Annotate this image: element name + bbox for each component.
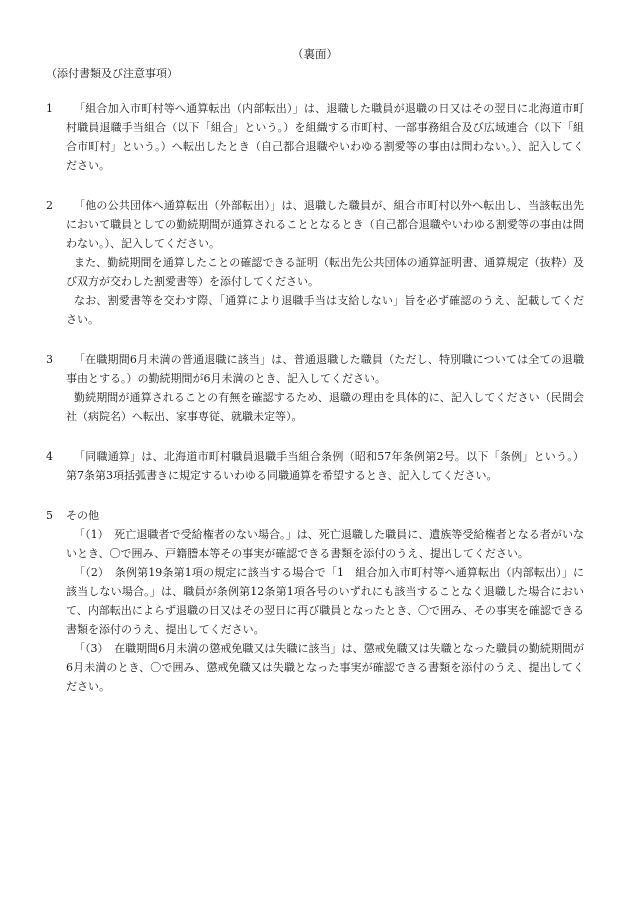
note-item-3 bbox=[46, 350, 584, 426]
item-number: 5 bbox=[46, 509, 53, 522]
item-2-paragraph-1: 「他の公共団体へ通算転出（外部転出）」は、退職した職員が、組合市町村以外へ転出し、当該転出先において職員としての勤続期間が通算されることとなるとき（自己都合退職やいわゆる割愛等の事由は問わない。）、記入してください。 bbox=[66, 199, 584, 250]
item-3-paragraph-2: 勤続期間が通算されることの有無を確認するため、退職の理由を具体的に、記入してください（民間会社（病院名）へ転出、家事専従、就職未定等）。 bbox=[66, 391, 584, 423]
item-5-paragraph-1: 「（1） 死亡退職者で受給権者のない場合。」は、死亡退職した職員に、遺族等受給権者となる者がいないとき、〇で囲み、戸籍謄本等その事実が確認できる書類を添付のうえ、提出してください。 bbox=[66, 528, 584, 560]
note-item-4 bbox=[46, 447, 584, 485]
note-item-2 bbox=[46, 196, 584, 329]
item-number: 3 bbox=[46, 353, 53, 366]
note-item-5 bbox=[46, 506, 584, 696]
item-3-paragraph-1: 「在職期間6月未満の普通退職に該当」は、普通退職した職員（ただし、特別職については全ての退職事由とする。）の勤続期間が6月未満のとき、記入してください。 bbox=[66, 353, 584, 385]
item-2-paragraph-2: また、勤続期間を通算したことの確認できる証明（転出先公共団体の通算証明書、通算規定（抜粋）及び双方が交わした割愛書等）を添付してください。 bbox=[66, 256, 584, 288]
item-number: 1 bbox=[46, 102, 53, 115]
note-item-1 bbox=[46, 99, 584, 175]
item-5-paragraph-2: 「（2） 条例第19条第1項の規定に該当する場合で「1 組合加入市町村等へ通算転出（内部転出）」に該当しない場合。」は、職員が条例第12条第1項各号のいずれにも該当することなく退職した場合において、内部転出によらず退職の日又はその翌日に再び職員となったとき、〇で囲み、その事実を確認できる書類を添付のうえ、提出してください。 bbox=[66, 566, 584, 636]
item-4-paragraph-1: 「同職通算」は、北海道市町村職員退職手当組合条例（昭和57年条例第2号。以下「条例」という。）第7条第3項括弧書きに規定するいわゆる同職通算を希望するとき、記入してください。 bbox=[66, 450, 584, 482]
item-number: 4 bbox=[46, 450, 53, 463]
section-heading: （添付書類及び注意事項） bbox=[46, 67, 178, 80]
item-5-head: その他 bbox=[66, 509, 99, 522]
item-1-paragraph-1: 「組合加入市町村等へ通算転出（内部転出）」は、退職した職員が退職の日又はその翌日に北海道市町村職員退職手当組合（以下「組合」という。）を組織する市町村、一部事務組合及び広域連合（以下「組合市町村」という。）へ転出したとき（自己都合退職やいわゆる割愛等の事由は問わない。）、記入してください。 bbox=[66, 102, 584, 172]
item-5-paragraph-3: 「（3） 在職期間6月未満の懲戒免職又は失職に該当」は、懲戒免職又は失職となった職員の勤続期間が6月未満のとき、〇で囲み、懲戒免職又は失職となった事実が確認できる書類を添付のうえ、提出してください。 bbox=[66, 642, 584, 693]
item-number: 2 bbox=[46, 199, 53, 212]
page-title: （裏面） bbox=[292, 47, 338, 61]
item-2-paragraph-3: なお、割愛書等を交わす際、「通算により退職手当は支給しない」旨を必ず確認のうえ、記載してください。 bbox=[66, 294, 584, 326]
